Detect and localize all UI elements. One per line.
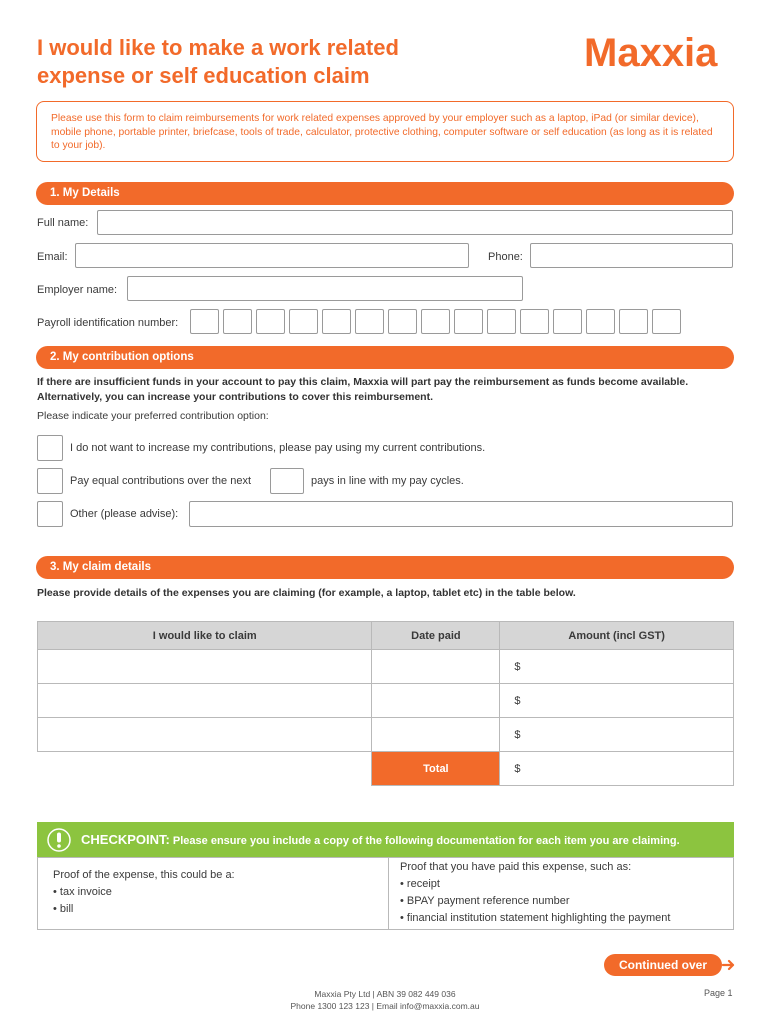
title-line-1: I would like to make a work related	[37, 35, 399, 60]
list-item: • financial institution statement highlighting the payment	[400, 912, 671, 924]
page-title	[37, 34, 507, 90]
payroll-id-digit-box[interactable]	[652, 309, 681, 334]
claims-table	[37, 621, 734, 786]
payroll-id-digit-box[interactable]	[190, 309, 219, 334]
payroll-id-digit-box[interactable]	[520, 309, 549, 334]
logo-wordmark: Maxxia	[584, 31, 718, 74]
proof-of-expense	[53, 867, 383, 918]
continued-over-badge: Continued over	[604, 954, 722, 976]
option-current-contributions-label: I do not want to increase my contributions, please pay using my current contributions.	[70, 442, 486, 454]
list-item: • tax invoice	[53, 886, 112, 898]
column-header-date-paid: Date paid	[372, 622, 500, 650]
proof-divider	[388, 857, 389, 930]
claim-item-cell[interactable]	[38, 684, 372, 718]
date-paid-cell[interactable]	[372, 684, 500, 718]
payroll-id-digit-box[interactable]	[487, 309, 516, 334]
amount-cell[interactable]: $	[500, 650, 734, 684]
footer-line-2: Phone 1300 123 123 | Email info@maxxia.com.au	[290, 1001, 480, 1011]
payroll-id-digit-box[interactable]	[553, 309, 582, 334]
contribution-indicate-label: Please indicate your preferred contribution option:	[37, 410, 269, 422]
option-other-checkbox[interactable]	[37, 501, 63, 527]
proof-of-expense-heading: Proof of the expense, this could be a:	[53, 869, 235, 881]
claim-instruction: Please provide details of the expenses you are claiming (for example, a laptop, tablet etc) in the table below.	[37, 587, 576, 599]
title-line-2: expense or self education claim	[37, 63, 370, 88]
blank-cell	[38, 752, 372, 786]
list-item: • receipt	[400, 878, 440, 890]
payroll-id-digit-box[interactable]	[619, 309, 648, 334]
footer-line-1: Maxxia Pty Ltd | ABN 39 082 449 036	[314, 989, 456, 999]
option-other-label: Other (please advise):	[70, 508, 179, 520]
table-row	[38, 650, 734, 684]
table-row	[38, 718, 734, 752]
claim-item-cell[interactable]	[38, 718, 372, 752]
payroll-id-digit-box[interactable]	[586, 309, 615, 334]
maxxia-logo	[584, 30, 736, 74]
payroll-id-digit-box[interactable]	[421, 309, 450, 334]
checkpoint-label: CHECKPOINT:	[81, 832, 170, 847]
arrow-right-icon	[722, 958, 736, 972]
option-equal-contributions-label: Pay equal contributions over the next	[70, 475, 252, 487]
employer-name-label: Employer name:	[37, 284, 118, 296]
email-field[interactable]	[75, 243, 469, 268]
intro-text: Please use this form to claim reimbursements for work related expenses approved by your employer such as a laptop, iPad (or similar device), mobile phone, portable printer, briefcase, tools of trade, calculator, protective clothing, computer software or self education (as long as it is related to your job).	[36, 101, 734, 162]
proof-of-payment-heading: Proof that you have paid this expense, such as:	[400, 861, 632, 873]
payroll-id-digit-box[interactable]	[223, 309, 252, 334]
claims-table-header	[38, 622, 734, 650]
footer-company-info	[0, 988, 770, 1012]
phone-label: Phone:	[488, 251, 523, 263]
email-label: Email:	[37, 251, 68, 263]
exclamation-bubble-icon	[47, 828, 71, 852]
payroll-id-digit-box[interactable]	[289, 309, 318, 334]
payroll-id-digit-box[interactable]	[322, 309, 351, 334]
section-contribution-options-bar: 2. My contribution options	[36, 346, 734, 369]
amount-cell[interactable]: $	[500, 684, 734, 718]
section-claim-details-bar: 3. My claim details	[36, 556, 734, 579]
proof-of-payment	[400, 859, 730, 927]
checkpoint-text: Please ensure you include a copy of the following documentation for each item you are claiming.	[172, 835, 680, 847]
payroll-id-digit-box[interactable]	[355, 309, 384, 334]
date-paid-cell[interactable]	[372, 718, 500, 752]
insufficient-funds-note: If there are insufficient funds in your account to pay this claim, Maxxia will part pay the reimbursement as funds become available. Alternatively, you can increase your contributions to cover this reimbursement.	[37, 376, 689, 403]
list-item: • bill	[53, 903, 74, 915]
full-name-field[interactable]	[97, 210, 733, 235]
column-header-claim: I would like to claim	[38, 622, 372, 650]
page-number: Page 1	[704, 988, 733, 998]
total-amount-cell[interactable]: $	[500, 752, 734, 786]
option-equal-contributions-checkbox[interactable]	[37, 468, 63, 494]
list-item: • BPAY payment reference number	[400, 895, 570, 907]
other-advise-field[interactable]	[189, 501, 733, 527]
payroll-id-label: Payroll identification number:	[37, 317, 179, 329]
section-my-details-bar: 1. My Details	[36, 182, 734, 205]
payroll-id-digit-box[interactable]	[454, 309, 483, 334]
employer-name-field[interactable]	[127, 276, 523, 301]
total-label: Total	[372, 752, 500, 786]
checkpoint-banner	[37, 822, 734, 857]
payroll-id-digit-box[interactable]	[256, 309, 285, 334]
column-header-amount: Amount (incl GST)	[500, 622, 734, 650]
date-paid-cell[interactable]	[372, 650, 500, 684]
claim-item-cell[interactable]	[38, 650, 372, 684]
pay-cycles-label: pays in line with my pay cycles.	[311, 475, 464, 487]
amount-cell[interactable]: $	[500, 718, 734, 752]
payroll-id-digit-box[interactable]	[388, 309, 417, 334]
full-name-label: Full name:	[37, 217, 89, 229]
total-row	[38, 752, 734, 786]
table-row	[38, 684, 734, 718]
number-of-pays-field[interactable]	[270, 468, 304, 494]
option-current-contributions-checkbox[interactable]	[37, 435, 63, 461]
phone-field[interactable]	[530, 243, 733, 268]
